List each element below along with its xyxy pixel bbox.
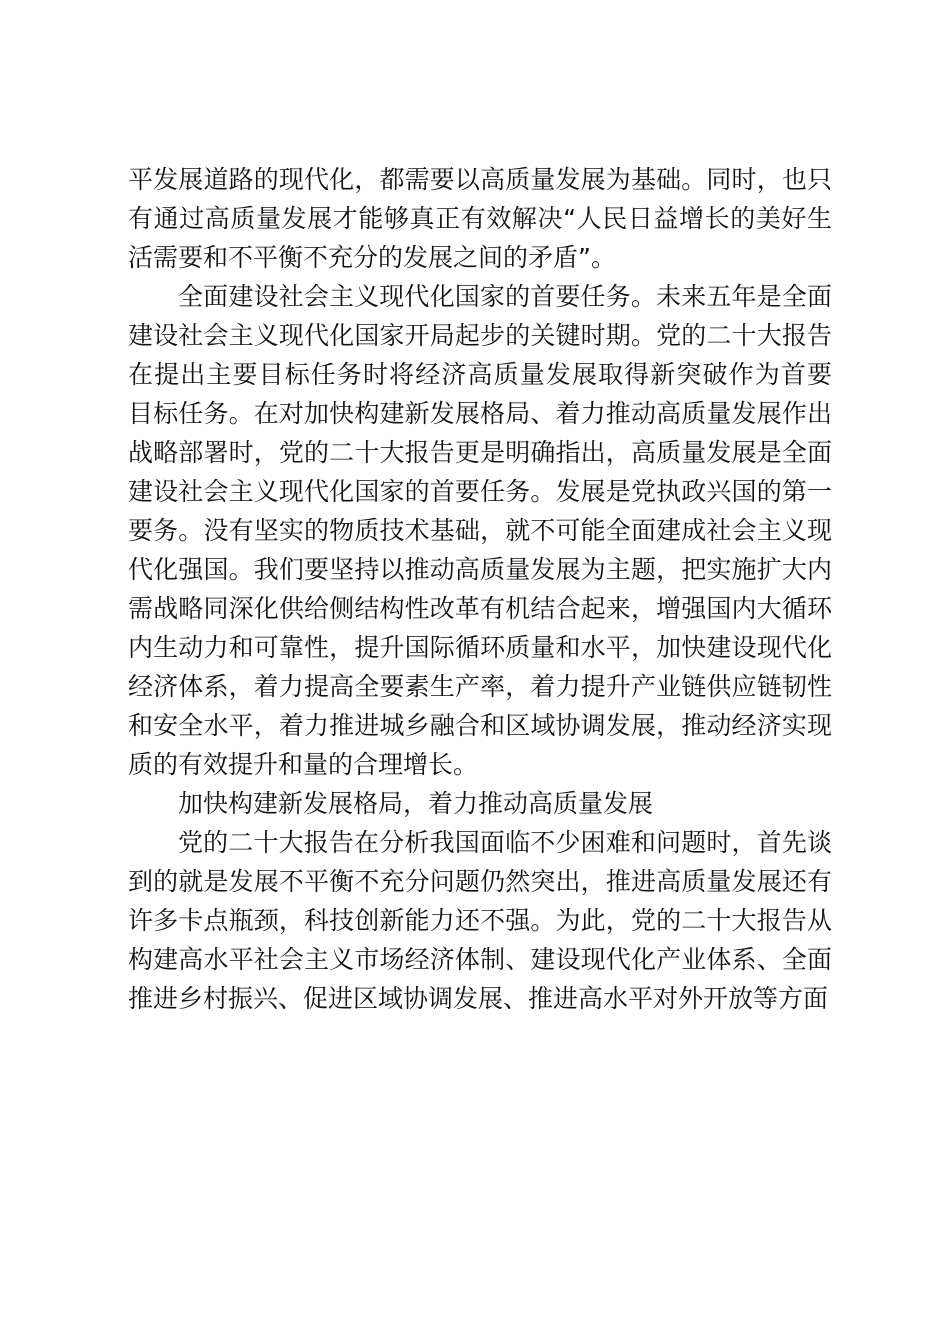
paragraph-2: 全面建设社会主义现代化国家的首要任务。未来五年是全面建设社会主义现代化国家开局起步的关键时期。党的二十大报告在提出主要目标任务时将经济高质量发展取得新突破作为首要 目标任务。在对加快构建新发展格局、着力推动高质量发展作出战略部署时，党的二十大报告更是明确指出，高质量发展是全面建设社会主义现代化国家的首要任务。发展是党执政兴国的第一要务。没有坚实的物质技术基础，就不可能全面建成社会主义现代化强国。我们要坚持以推动高质量发展为主题，把实施扩大内需战略同深化供给侧结构性改革有机结合起来，增强国内大循环内生动力和可靠性，提升国际循环质量和水平，加快建设现代化经济体系，着力提高全要素生产率，着力提升产业链供应链韧性和安全水平，着力推进城乡融合和区域协调发展，推动经济实现质的有效提升和量的合理增长。 bbox=[128, 282, 832, 779]
document-body bbox=[128, 160, 832, 1018]
section-heading: 加快构建新发展格局，着力推动高质量发展 bbox=[178, 789, 654, 818]
paragraph-1: 平发展道路的现代化，都需要以高质量发展为基础。同时，也只有通过高质量发展才能够真正有效解决“人民日益增长的美好生活需要和不平衡不充分的发展之间的矛盾”。 bbox=[128, 165, 832, 272]
paragraph-3: 党的二十大报告在分析我国面临不少困难和问题时，首先谈到的就是发展不平衡不充分问题仍然突出，推进高质量发展还有许多卡点瓶颈，科技创新能力还不强。为此，党的二十大报告从构建高水平社会主义市场经济体制、建设现代化产业体系、全面推进乡村振兴、促进区域协调发展、推进高水平对外开放等方面 bbox=[128, 828, 832, 1013]
